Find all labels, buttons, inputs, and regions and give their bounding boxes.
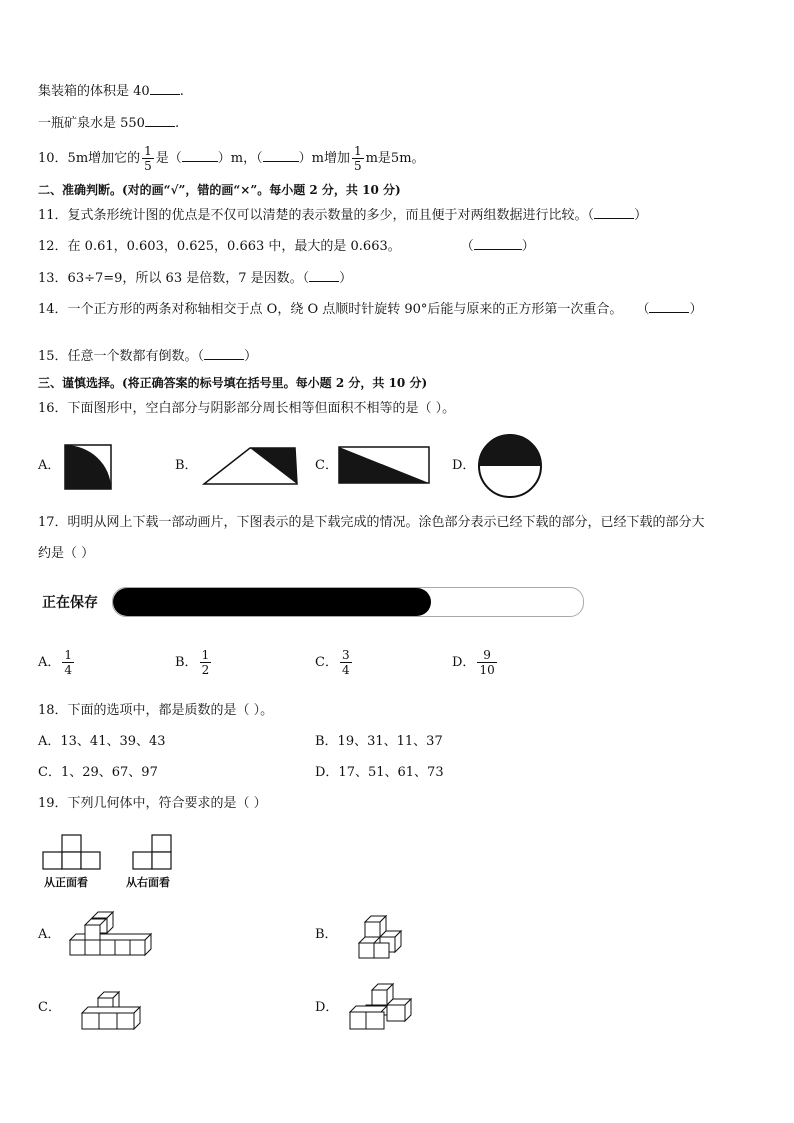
fraction [477,648,496,677]
answer-blank[interactable] [649,300,689,313]
option-d-label[interactable]: D． [452,458,476,473]
paren-open: （ [587,208,595,223]
right-view-figure [132,834,176,872]
option-label: C． [315,655,338,670]
question-10 [38,144,425,173]
shape-a-square-quarter-circle [64,444,114,490]
question-18: 18．下面的选项中，都是质数的是（ ）。 [38,703,274,718]
q19-option-a-cubes [66,910,156,960]
question-11 [38,206,647,226]
question-text: ）m，（ [217,151,263,166]
question-text: 13．63÷7=9，所以 63 是倍数，7 是因数。 [38,271,303,286]
q19-option-a-label[interactable]: A． [38,927,61,942]
fraction-numerator: 1 [353,144,362,158]
answer-blank[interactable] [594,206,634,219]
fraction-numerator: 9 [477,648,496,663]
right-view-label: 从右面看 [126,876,170,889]
fraction [200,648,212,677]
question-text: 一瓶矿泉水是 550 [38,116,145,131]
question-12 [38,237,535,257]
option-c-label[interactable]: C． [315,458,338,473]
answer-blank[interactable] [309,269,339,282]
section-3-heading: 三、谨慎选择。(将正确答案的标号填在括号里。每小题 2 分，共 10 分) [38,376,428,390]
question-13 [38,269,352,289]
q17-option-a[interactable] [38,648,76,677]
option-b-label[interactable]: B． [175,458,198,473]
paren-close: ） [244,349,258,364]
fraction-denominator: 5 [144,159,152,173]
question-container-volume [38,82,184,102]
paren-close: ） [689,302,703,317]
q19-option-b-cubes [355,912,405,962]
front-view-figure [42,834,104,872]
fraction [352,144,364,173]
answer-blank[interactable] [150,82,180,95]
question-text: m是5m。 [365,151,425,166]
paren-open: （ [302,271,310,286]
question-17-line2: 约是（ ） [38,546,95,561]
question-text: 10．5m增加它的 [38,151,141,166]
q19-option-b-label[interactable]: B． [315,927,338,942]
paren-open: （ [636,302,650,317]
option-label: A． [38,655,61,670]
answer-blank[interactable] [145,114,175,127]
question-text: 集装箱的体积是 40 [38,84,150,99]
question-15 [38,347,257,367]
question-text: 11．复式条形统计图的优点是不仅可以清楚的表示数量的多少，而且便于对两组数据进行比较。 [38,208,588,223]
answer-blank[interactable] [182,149,218,162]
question-text: ）m增加 [298,151,350,166]
q17-option-c[interactable] [315,648,354,677]
period: . [179,84,184,99]
question-14 [38,300,702,320]
question-text: 是（ [155,151,182,166]
q19-option-c-label[interactable]: C． [38,1000,61,1015]
fraction [62,648,74,677]
question-bottle-volume [38,114,179,134]
q18-option-a[interactable]: A．13、41、39、43 [38,734,166,749]
paren-close: ） [521,239,535,254]
answer-blank[interactable] [263,149,299,162]
download-progress-bar [112,587,584,617]
fraction-denominator: 4 [64,663,73,677]
option-label: D． [452,655,476,670]
section-2-heading: 二、准确判断。(对的画“√”，错的画“×”。每小题 2 分，共 10 分) [38,183,401,197]
download-progress-fill [113,588,431,616]
paren-open: （ [460,239,474,254]
option-label: B． [175,655,198,670]
paren-close: ） [634,208,648,223]
question-17-line1: 17．明明从网上下载一部动画片，下图表示的是下载完成的情况。涂色部分表示已经下载的部分，已经下载的部分大 [38,515,705,530]
question-16: 16．下面图形中，空白部分与阴影部分周长相等但面积不相等的是（ ）。 [38,401,456,416]
front-view-label: 从正面看 [44,876,88,889]
q19-option-d-label[interactable]: D． [315,1000,339,1015]
fraction [142,144,154,173]
fraction [340,648,352,677]
q17-option-d[interactable] [452,648,499,677]
period: . [174,116,180,131]
question-text: 15．任意一个数都有倒数。 [38,349,198,364]
q19-option-d-cubes [346,982,418,1034]
q19-option-c-cubes [80,988,144,1034]
answer-blank[interactable] [474,237,522,250]
q17-option-b[interactable] [175,648,213,677]
fraction-numerator: 1 [144,144,152,158]
fraction-denominator: 2 [201,663,210,677]
question-text: 12．在 0.61，0.603，0.625，0.663 中，最大的是 0.663。 [38,239,401,254]
shape-b-parallelogram [200,446,300,486]
q18-option-b[interactable]: B．19、31、11、37 [315,734,443,749]
question-text: 14．一个正方形的两条对称轴相交于点 O，绕 O 点顺时针旋转 90°后能与原来的正方形第一次重合。 [38,302,623,317]
shape-d-circle-half [475,433,547,499]
shape-c-rectangle-diagonal [338,446,432,486]
q18-option-d[interactable]: D．17、51、61、73 [315,765,444,780]
answer-blank[interactable] [204,347,244,360]
q18-option-c[interactable]: C．1、29、67、97 [38,765,158,780]
fraction-numerator: 1 [201,648,210,662]
paren-close: ） [339,271,353,286]
saving-label: 正在保存 [42,595,98,611]
fraction-denominator: 5 [353,159,362,173]
fraction-denominator: 10 [479,663,495,677]
paren-open: （ [197,349,205,364]
option-a-label[interactable]: A． [38,458,61,473]
question-19: 19．下列几何体中，符合要求的是（ ） [38,796,267,811]
fraction-numerator: 1 [64,648,73,662]
fraction-denominator: 4 [341,663,350,677]
fraction-numerator: 3 [341,648,350,662]
